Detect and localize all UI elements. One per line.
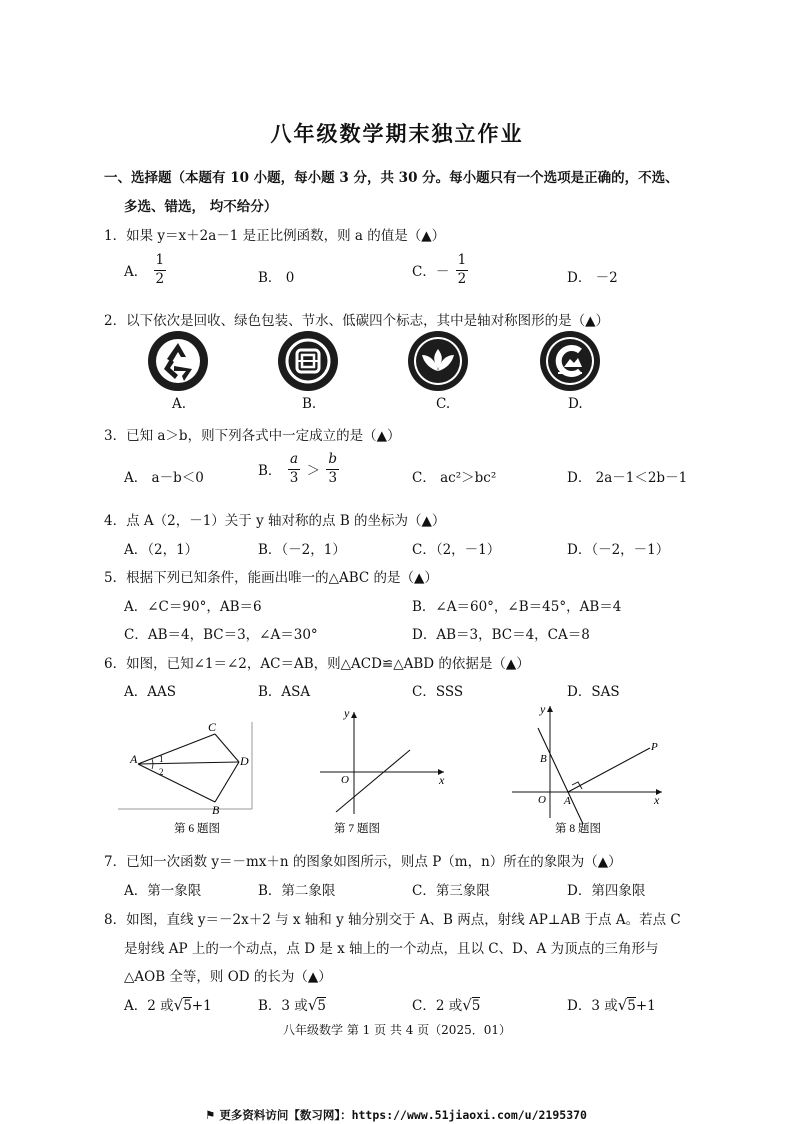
- fig6-label-b: B: [212, 803, 220, 817]
- q7-option-a: A．第一象限: [124, 883, 202, 899]
- fig7-label-y: y: [344, 706, 350, 720]
- q4-option-d: D．（－2，－1）: [567, 542, 670, 558]
- q8-stem-line1: 8．如图，直线 y＝－2x＋2 与 x 轴和 y 轴分别交于 A、B 两点，射线 AP⊥AB 于点 A。若点 C: [104, 912, 681, 928]
- q5-option-d: D．AB＝3，BC＝4，CA＝8: [412, 627, 590, 643]
- fig8-label-x: x: [654, 793, 660, 807]
- q7-option-d: D．第四象限: [567, 883, 646, 899]
- page-title: 八年级数学期末独立作业: [270, 121, 524, 146]
- fig8-caption: 第 8 题图: [555, 823, 601, 835]
- q1-option-c: C．－ $\frac{1}{2}$: [412, 252, 467, 287]
- q2-label-b: B.: [302, 396, 317, 412]
- promo-link[interactable]: ⚑ 更多资料访问【数习网】：https://www.51jiaoxi.com/u/2195370: [205, 1108, 587, 1122]
- fig6-label-d: D: [240, 754, 249, 768]
- fig6-angle-2: 2: [159, 767, 164, 777]
- fig8-label-o: O: [538, 794, 546, 806]
- fig8-label-p: P: [651, 741, 658, 753]
- q4-option-c: C．（2，－1）: [412, 542, 501, 558]
- fig7-caption: 第 7 题图: [334, 823, 380, 835]
- q7-option-c: C．第三象限: [412, 883, 490, 899]
- q5-option-a: A．∠C＝90°，AB＝6: [124, 599, 262, 615]
- fraction: $\frac{1}{2}$: [155, 252, 165, 287]
- fig6-angle-1: 1: [159, 754, 164, 764]
- fraction: $\frac{1}{2}$: [457, 252, 467, 287]
- fig8-label-y: y: [540, 702, 546, 716]
- q5-option-c: C．AB＝4，BC＝3，∠A＝30°: [124, 627, 318, 643]
- q7-stem: 7．已知一次函数 y＝－mx＋n 的图象如图所示，则点 P（m，n）所在的象限为（▲）: [104, 854, 622, 870]
- q6-stem: 6．如图，已知∠1＝∠2，AC＝AB，则△ACD≌△ABD 的依据是（▲）: [104, 656, 530, 672]
- section-header-line1: 一、选择题（本题有 10 小题，每小题 3 分，共 30 分。每小题只有一个选项是正确的，不选、: [104, 170, 679, 186]
- q2-label-a: A.: [172, 396, 187, 412]
- q3-option-d: D． 2a－1＜2b－1: [567, 470, 688, 486]
- fig7-label-o: O: [341, 774, 349, 786]
- flag-icon: ⚑: [205, 1108, 220, 1122]
- q5-option-b: B．∠A＝60°，∠B＝45°，AB＝4: [412, 599, 622, 615]
- fraction: $\frac{a}{3}$: [289, 451, 299, 486]
- figure-6: [112, 714, 262, 839]
- page-footer: 八年级数学 第 1 页 共 4 页（2025．01）: [283, 1023, 511, 1037]
- fig6-label-c: C: [208, 720, 217, 734]
- q3-option-c: C． ac²＞bc²: [412, 470, 497, 486]
- q2-stem: 2．以下依次是回收、绿色包装、节水、低碳四个标志，其中是轴对称图形的是（▲）: [104, 313, 609, 329]
- q1-option-d: D． －2: [567, 270, 618, 286]
- q8-stem-line2: 是射线 AP 上的一个动点，点 D 是 x 轴上的一个动点，且以 C、D、A 为顶点的三角形与: [124, 941, 659, 957]
- q3-stem: 3．已知 a＞b，则下列各式中一定成立的是（▲）: [104, 428, 401, 444]
- q3-option-b: B． $\frac{a}{3}$ ＞ $\frac{b}{3}$: [258, 451, 338, 486]
- fig6-label-a: A: [130, 752, 138, 766]
- q4-stem: 4．点 A（2，－1）关于 y 轴对称的点 B 的坐标为（▲）: [104, 513, 446, 529]
- q8-stem-line3: △AOB 全等，则 OD 的长为（▲）: [124, 969, 332, 985]
- q5-stem: 5．根据下列已知条件，能画出唯一的△ABC 的是（▲）: [104, 570, 438, 586]
- figure-8: [508, 700, 668, 840]
- q8-option-b: B．3 或√5: [258, 996, 326, 1014]
- water-saving-logo-icon: [408, 331, 468, 391]
- q6-option-c: C．SSS: [412, 684, 464, 700]
- fig6-caption: 第 6 题图: [174, 823, 220, 835]
- q1-option-a: A． $\frac{1}{2}$: [124, 252, 165, 287]
- q6-option-d: D．SAS: [567, 684, 620, 700]
- fraction: $\frac{b}{3}$: [328, 451, 338, 486]
- figure-7: [314, 704, 454, 839]
- q3-option-a: A． a－b＜0: [124, 470, 204, 486]
- section-header-line2: 多选、错选， 均不给分）: [124, 199, 278, 215]
- q8-option-a: A．2 或√5+1: [124, 996, 212, 1014]
- q7-option-b: B．第二象限: [258, 883, 336, 899]
- q8-option-d: D．3 或√5+1: [567, 996, 656, 1014]
- low-carbon-logo-icon: [540, 331, 600, 391]
- q6-option-a: A．AAS: [124, 684, 176, 700]
- q8-option-c: C．2 或√5: [412, 996, 481, 1014]
- q1-stem: 1．如果 y＝x＋2a－1 是正比例函数，则 a 的值是（▲）: [104, 228, 446, 244]
- q6-option-b: B．ASA: [258, 684, 311, 700]
- recycle-logo-icon: [148, 331, 208, 391]
- fig7-label-x: x: [439, 773, 445, 787]
- q4-option-a: A．（2，1）: [124, 542, 199, 558]
- q2-label-c: C.: [436, 396, 451, 412]
- green-packaging-logo-icon: [278, 331, 338, 391]
- q4-option-b: B．（－2，1）: [258, 542, 346, 558]
- fig8-label-b: B: [540, 753, 547, 765]
- q1-option-b: B． 0: [258, 270, 295, 286]
- q2-label-d: D.: [568, 396, 583, 412]
- fig8-label-a: A: [564, 795, 571, 807]
